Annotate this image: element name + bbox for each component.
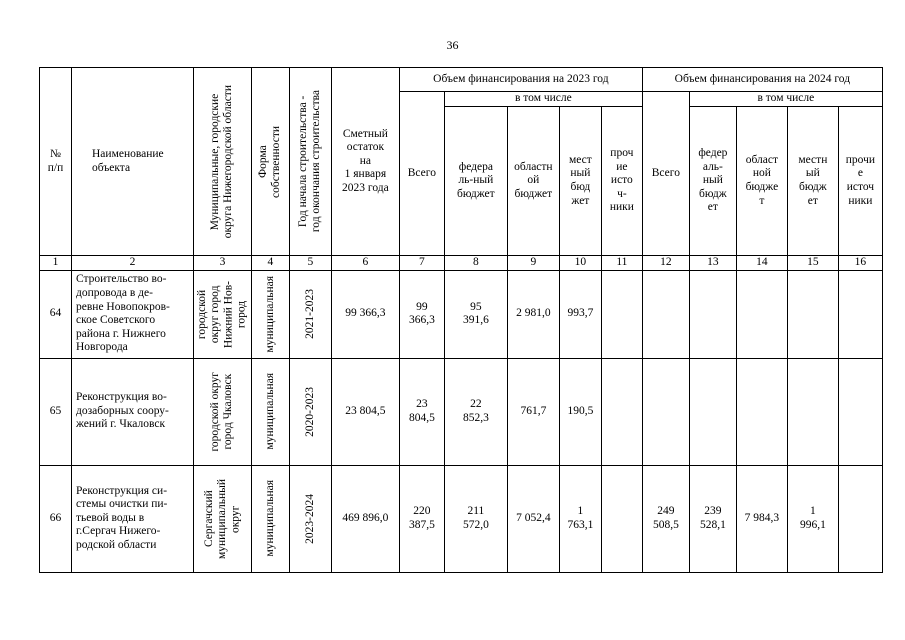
column-number: 3 — [194, 256, 252, 271]
object-name: Реконструкция во- дозаборных соору- жений г. Чкаловск — [72, 358, 194, 465]
column-number-row — [40, 256, 883, 271]
regional-2023: 2 981,0 — [507, 270, 559, 358]
other-2023 — [601, 358, 642, 465]
header-ownership: Форма собственности — [251, 68, 289, 256]
regional-2023: 7 052,4 — [507, 465, 559, 572]
local-2024: 1 996,1 — [787, 465, 838, 572]
local-2023: 190,5 — [559, 358, 601, 465]
years: 2023-2024 — [289, 465, 331, 572]
years: 2020-2023 — [289, 358, 331, 465]
header-total-2023: Всего — [399, 92, 444, 256]
federal-2024: 239 528,1 — [689, 465, 736, 572]
local-2024 — [787, 270, 838, 358]
header-local-2024: местн ый бюдж ет — [787, 107, 838, 256]
object-name: Строительство во- допровода в де- ревне Новопокров- ское Советского района г. Нижнего Новгорода — [72, 270, 194, 358]
years: 2021-2023 — [289, 270, 331, 358]
local-2023: 993,7 — [559, 270, 601, 358]
total-2023: 99 366,3 — [399, 270, 444, 358]
financing-table — [39, 67, 883, 573]
object-name: Реконструкция си- стемы очистки пи- тьевой воды в г.Сергач Нижего- родской области — [72, 465, 194, 572]
federal-2023: 95 391,6 — [444, 270, 507, 358]
header-fin-2023: Объем финансирования на 2023 год — [399, 68, 642, 92]
header-including-2023: в том числе — [444, 92, 642, 107]
header-num: № п/п — [40, 68, 72, 256]
balance: 99 366,3 — [331, 270, 399, 358]
ownership: муниципальная — [251, 465, 289, 572]
header-other-2023: проч ие исто ч- ники — [601, 107, 642, 256]
column-number: 11 — [601, 256, 642, 271]
balance: 469 896,0 — [331, 465, 399, 572]
table-row — [40, 465, 883, 572]
federal-2023: 211 572,0 — [444, 465, 507, 572]
row-num: 64 — [40, 270, 72, 358]
balance: 23 804,5 — [331, 358, 399, 465]
local-2024 — [787, 358, 838, 465]
column-number: 14 — [736, 256, 787, 271]
column-number: 1 — [40, 256, 72, 271]
header-balance: Сметный остаток на 1 января 2023 года — [331, 68, 399, 256]
municipality: городской округ город Нижний Нов- город — [194, 270, 252, 358]
ownership: муниципальная — [251, 358, 289, 465]
column-number: 15 — [787, 256, 838, 271]
column-number: 4 — [251, 256, 289, 271]
federal-2024 — [689, 270, 736, 358]
regional-2024: 7 984,3 — [736, 465, 787, 572]
municipality: городской округ город Чкаловск — [194, 358, 252, 465]
column-number: 16 — [838, 256, 882, 271]
header-local-2023: мест ный бюд жет — [559, 107, 601, 256]
column-number: 7 — [399, 256, 444, 271]
header-name: Наименование объекта — [72, 68, 194, 256]
header-regional-2023: областн ой бюджет — [507, 107, 559, 256]
total-2023: 220 387,5 — [399, 465, 444, 572]
header-fin-2024: Объем финансирования на 2024 год — [642, 68, 882, 92]
column-number: 10 — [559, 256, 601, 271]
other-2024 — [838, 270, 882, 358]
regional-2024 — [736, 358, 787, 465]
regional-2023: 761,7 — [507, 358, 559, 465]
header-including-2024: в том числе — [689, 92, 882, 107]
column-number: 12 — [642, 256, 689, 271]
header-other-2024: прочи е источ ники — [838, 107, 882, 256]
column-number: 9 — [507, 256, 559, 271]
header-federal-2023: федера ль-ный бюджет — [444, 107, 507, 256]
table-row — [40, 358, 883, 465]
column-number: 6 — [331, 256, 399, 271]
header-total-2024: Всего — [642, 92, 689, 256]
total-2024: 249 508,5 — [642, 465, 689, 572]
ownership: муниципальная — [251, 270, 289, 358]
column-number: 2 — [72, 256, 194, 271]
federal-2024 — [689, 358, 736, 465]
table-row — [40, 270, 883, 358]
column-number: 8 — [444, 256, 507, 271]
column-number: 5 — [289, 256, 331, 271]
header-municipality: Муниципальные, городские округа Нижегородской области — [194, 68, 252, 256]
row-num: 65 — [40, 358, 72, 465]
header-years: Год начала строительства - год окончания строительства — [289, 68, 331, 256]
row-num: 66 — [40, 465, 72, 572]
column-number: 13 — [689, 256, 736, 271]
regional-2024 — [736, 270, 787, 358]
total-2023: 23 804,5 — [399, 358, 444, 465]
total-2024 — [642, 358, 689, 465]
page-number: 36 — [446, 38, 459, 52]
total-2024 — [642, 270, 689, 358]
other-2023 — [601, 465, 642, 572]
municipality: Сергачский муниципальный округ — [194, 465, 252, 572]
local-2023: 1 763,1 — [559, 465, 601, 572]
header-regional-2024: област ной бюдже т — [736, 107, 787, 256]
header-federal-2024: федер аль- ный бюдж ет — [689, 107, 736, 256]
other-2023 — [601, 270, 642, 358]
other-2024 — [838, 465, 882, 572]
federal-2023: 22 852,3 — [444, 358, 507, 465]
other-2024 — [838, 358, 882, 465]
